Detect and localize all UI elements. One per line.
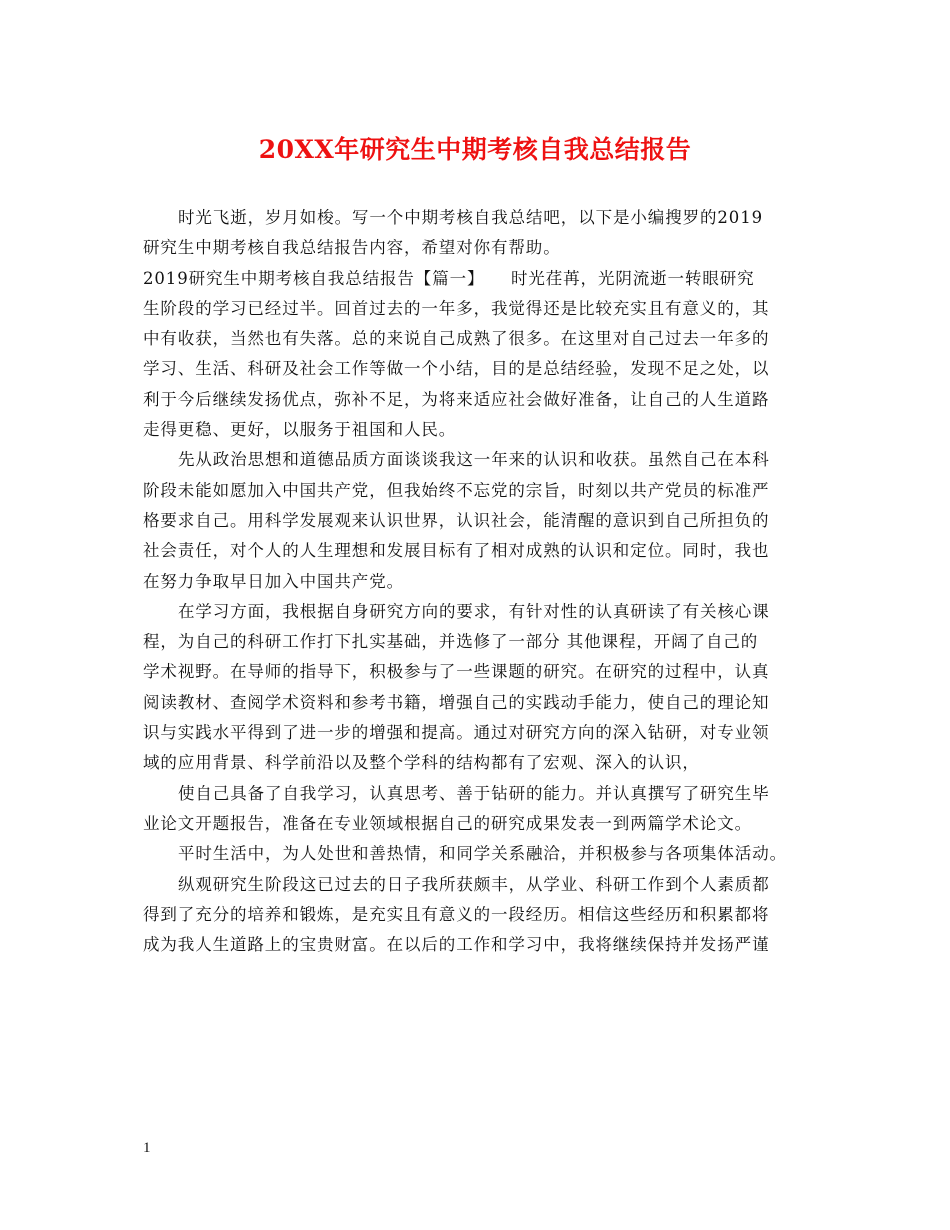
body-line: 格要求自己。用科学发展观来认识世界，认识社会，能清醒的意识到自己所担负的	[143, 510, 770, 530]
body-line: 先从政治思想和道德品质方面谈谈我这一年来的认识和收获。虽然自己在本科	[178, 450, 770, 470]
body-line: 在努力争取早日加入中国共产党。	[143, 571, 404, 591]
body-line: 时光飞逝，岁月如梭。写一个中期考核自我总结吧，以下是小编搜罗的2019	[178, 208, 763, 227]
body-line: 域的应用背景、科学前沿以及整个学科的结构都有了宏观、深入的认识，	[143, 753, 700, 773]
body-line: 阶段未能如愿加入中国共产党，但我始终不忘党的宗旨，时刻以共产党员的标准严	[143, 480, 770, 500]
body-line: 程，为自己的科研工作打下扎实基础，并选修了一部分 其他课程，开阔了自己的	[143, 632, 759, 652]
body-line: 纵观研究生阶段这已过去的日子我所获颇丰，从学业、科研工作到个人素质都	[178, 874, 770, 894]
body-line: 走得更稳、更好，以服务于祖国和人民。	[143, 420, 457, 440]
body-line: 研究生中期考核自我总结报告内容，希望对你有帮助。	[143, 238, 561, 258]
body-line: 识与实践水平得到了进一步的增强和提高。通过对研究方向的深入钻研，对专业领	[143, 723, 770, 743]
body-line: 业论文开题报告，准备在专业领域根据自己的研究成果发表一到两篇学术论文。	[143, 813, 752, 833]
body-line: 社会责任，对个人的人生理想和发展目标有了相对成熟的认识和定位。同时，我也	[143, 541, 770, 561]
body-line: 在学习方面，我根据自身研究方向的要求，有针对性的认真研读了有关核心课	[178, 601, 770, 621]
body-line: 学习、生活、科研及社会工作等做一个小结，目的是总结经验，发现不足之处，以	[143, 359, 770, 379]
page-number: 1	[143, 1140, 151, 1156]
body-line: 学术视野。在导师的指导下，积极参与了一些课题的研究。在研究的过程中，认真	[143, 662, 770, 682]
document-body	[143, 203, 823, 960]
body-line: 2019研究生中期考核自我总结报告【篇一】 时光荏苒，光阴流逝一转眼研究	[143, 268, 755, 288]
document-title: 20XX年研究生中期考核自我总结报告	[258, 135, 692, 164]
body-line: 中有收获，当然也有失落。总的来说自己成熟了很多。在这里对自己过去一年多的	[143, 329, 770, 349]
body-line: 阅读教材、查阅学术资料和参考书籍，增强自己的实践动手能力，使自己的理论知	[143, 692, 770, 712]
body-line: 利于今后继续发扬优点，弥补不足，为将来适应社会做好准备，让自己的人生道路	[143, 389, 770, 409]
body-line: 平时生活中，为人处世和善热情，和同学关系融洽，并积极参与各项集体活动。	[178, 844, 787, 864]
body-line: 使自己具备了自我学习，认真思考、善于钻研的能力。并认真撰写了研究生毕	[178, 783, 770, 803]
body-line: 成为我人生道路上的宝贵财富。在以后的工作和学习中，我将继续保持并发扬严谨	[143, 935, 770, 955]
body-line: 生阶段的学习已经过半。回首过去的一年多，我觉得还是比较充实且有意义的，其	[143, 298, 770, 318]
body-line: 得到了充分的培养和锻炼，是充实且有意义的一段经历。相信这些经历和积累都将	[143, 904, 770, 924]
